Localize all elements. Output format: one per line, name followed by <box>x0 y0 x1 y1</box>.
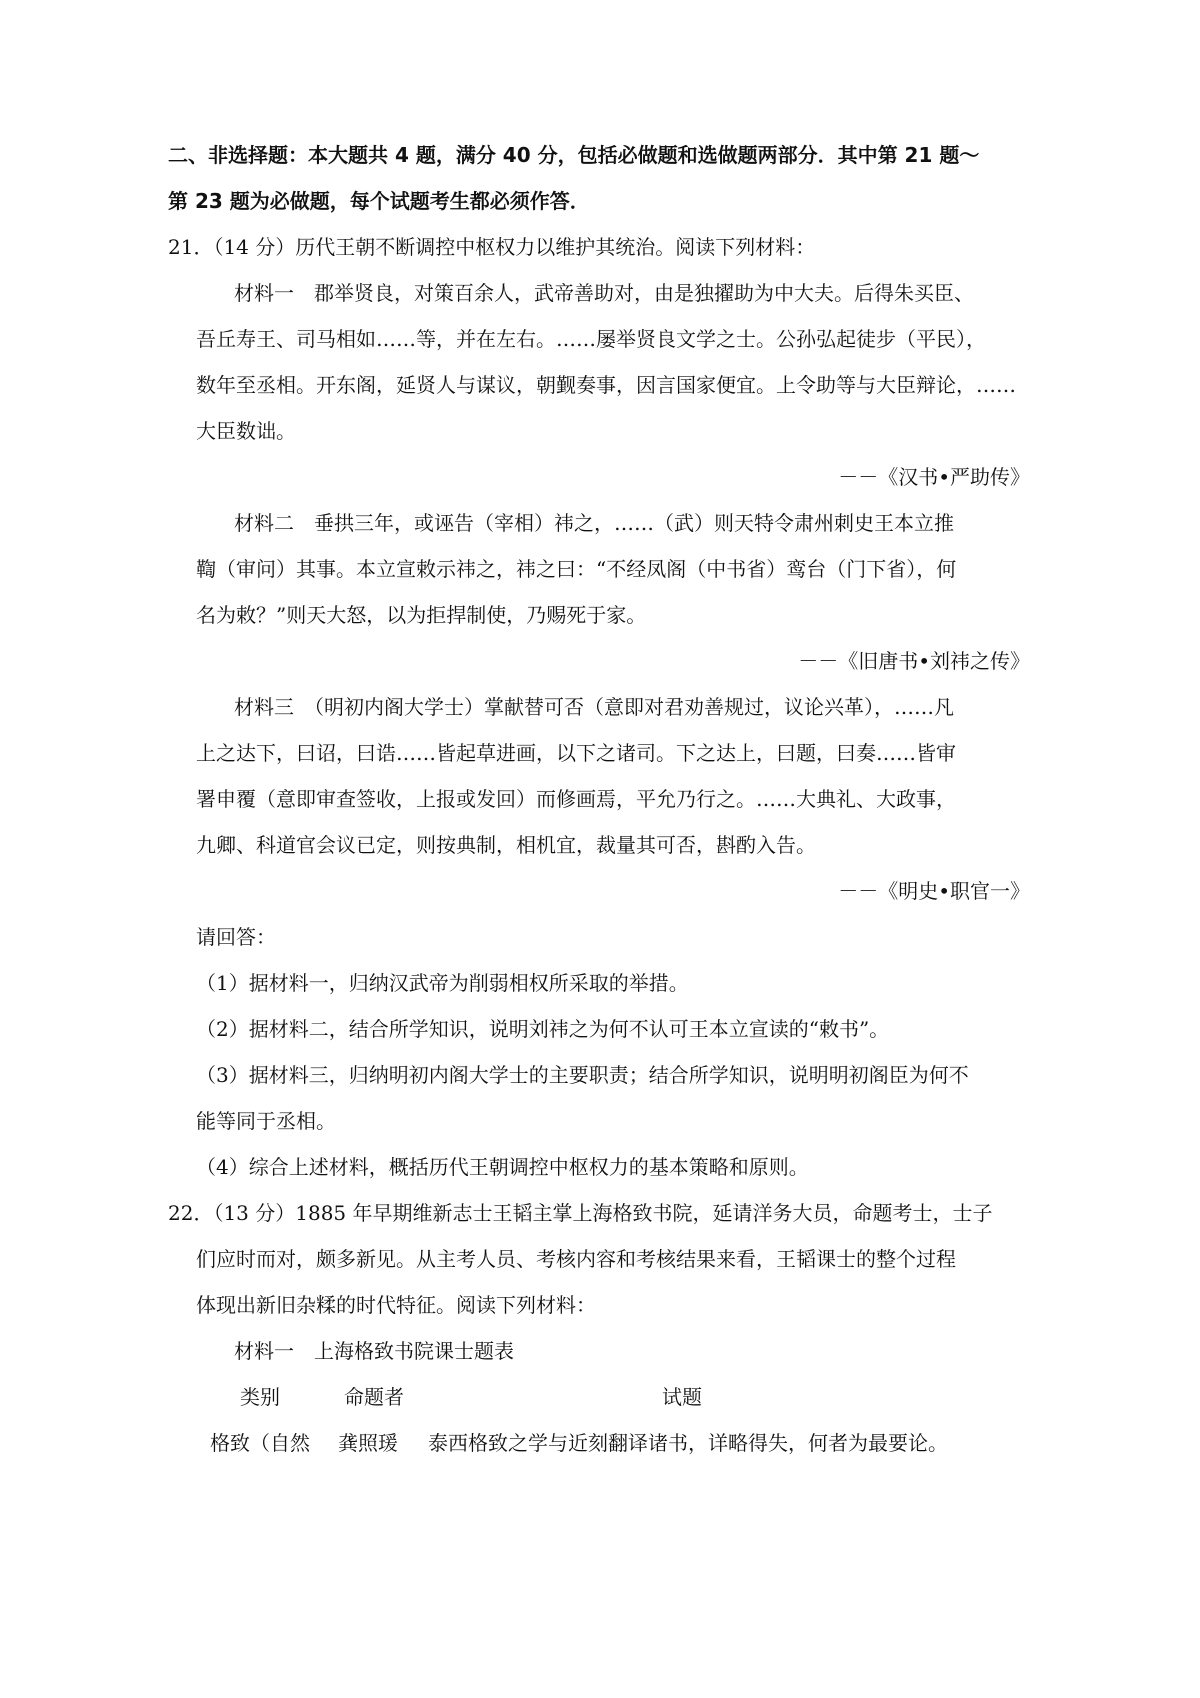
q21-material-2-source: －－《旧唐书•刘祎之传》 <box>798 649 1030 673</box>
q21-material-2-line: 名为敕？”则天大怒，以为拒捍制使，乃赐死于家。 <box>196 603 647 627</box>
q21-subquestion-4: （4）综合上述材料，概括历代王朝调控中枢权力的基本策略和原则。 <box>196 1155 809 1179</box>
table-header-question: 试题 <box>662 1385 702 1409</box>
q21-material-1-line: 数年至丞相。开东阁，延贤人与谋议，朝觐奏事，因言国家便宜。上令助等与大臣辩论，…… <box>196 373 1016 397</box>
table-cell-question: 泰西格致之学与近刻翻译诸书，详略得失，何者为最要论。 <box>428 1431 948 1455</box>
q21-material-2-line: 材料二 垂拱三年，或诬告（宰相）祎之，……（武）则天特令肃州刺史王本立推 <box>234 511 954 535</box>
table-cell-setter: 龚照瑗 <box>338 1431 398 1455</box>
section-heading-line-1: 二、非选择题：本大题共 4 题，满分 40 分，包括必做题和选做题两部分．其中第 21 题～ <box>168 143 980 167</box>
table-cell-category: 格致（自然 <box>210 1431 310 1455</box>
q21-material-1-line: 吾丘寿王、司马相如……等，并在左右。……屡举贤良文学之士。公孙弘起徒步（平民）， <box>196 327 986 351</box>
q21-material-3-line: 材料三 （明初内阁大学士）掌献替可否（意即对君劝善规过，议论兴革），……凡 <box>234 695 954 719</box>
q21-material-2-line: 鞫（审问）其事。本立宣敕示祎之，祎之曰：“不经凤阁（中书省）鸾台（门下省），何 <box>196 557 957 581</box>
q21-material-3-line: 上之达下，曰诏，曰诰……皆起草进画，以下之诸司。下之达上，曰题，曰奏……皆审 <box>196 741 956 765</box>
q22-material-1-title: 材料一 上海格致书院课士题表 <box>234 1339 514 1363</box>
q21-subquestion-1: （1）据材料一，归纳汉武帝为削弱相权所采取的举措。 <box>196 971 689 995</box>
q21-ask: 请回答： <box>196 925 276 949</box>
q21-subquestion-3: （3）据材料三，归纳明初内阁大学士的主要职责；结合所学知识，说明明初阁臣为何不 <box>196 1063 969 1087</box>
q21-material-1-source: －－《汉书•严助传》 <box>838 465 1030 489</box>
q21-subquestion-2: （2）据材料二，结合所学知识，说明刘祎之为何不认可王本立宣读的“敕书”。 <box>196 1017 890 1041</box>
q21-material-3-line: 九卿、科道官会议已定，则按典制，相机宜，裁量其可否，斟酌入告。 <box>196 833 816 857</box>
table-header-setter: 命题者 <box>344 1385 404 1409</box>
question-22-intro-line: 22．（13 分）1885 年早期维新志士王韬主掌上海格致书院，延请洋务大员，命题考士，士子 <box>168 1201 993 1225</box>
q21-material-3-line: 署申覆（意即审查签收，上报或发回）而修画焉，平允乃行之。……大典礼、大政事， <box>196 787 956 811</box>
q21-subquestion-3-cont: 能等同于丞相。 <box>196 1109 336 1133</box>
section-heading-line-2: 第 23 题为必做题，每个试题考生都必须作答． <box>168 189 590 213</box>
question-21-intro: 21．（14 分）历代王朝不断调控中枢权力以维护其统治。阅读下列材料： <box>168 235 816 259</box>
table-header-category: 类别 <box>240 1385 280 1409</box>
q21-material-1-line: 材料一 郡举贤良，对策百余人，武帝善助对，由是独擢助为中大夫。后得朱买臣、 <box>234 281 974 305</box>
question-22-intro-line: 体现出新旧杂糅的时代特征。阅读下列材料： <box>196 1293 596 1317</box>
q21-material-1-line: 大臣数诎。 <box>196 419 296 443</box>
q21-material-3-source: －－《明史•职官一》 <box>838 879 1030 903</box>
question-22-intro-line: 们应时而对，颇多新见。从主考人员、考核内容和考核结果来看，王韬课士的整个过程 <box>196 1247 956 1271</box>
